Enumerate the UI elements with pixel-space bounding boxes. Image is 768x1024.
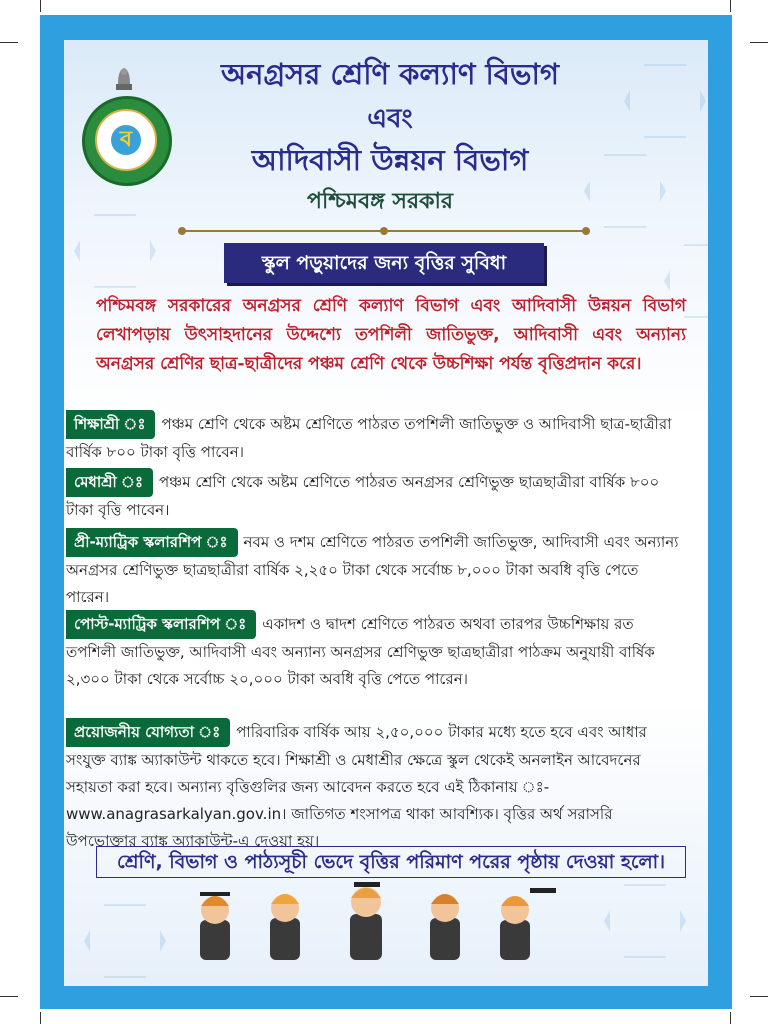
crop-mark [40, 0, 41, 12]
section-medhashree [66, 468, 684, 524]
logo-letter: ব [111, 125, 141, 155]
child-figure [200, 892, 230, 960]
footer-note: শ্রেণি, বিভাগ ও পাঠ্যসূচী ভেদে বৃত্তির পরিমাণ পরের পৃষ্ঠায় দেওয়া হলো। [96, 846, 686, 878]
crop-mark [40, 1012, 41, 1024]
title-line-2: এবং [367, 104, 413, 134]
child-figure [350, 882, 382, 960]
scholarship-banner: স্কুল পড়ুয়াদের জন্য বৃত্তির সুবিধা [224, 243, 544, 283]
child-figure [500, 888, 556, 960]
ashoka-emblem-icon [112, 64, 136, 92]
section-label: প্রয়োজনীয় যোগ্যতা ঃ [66, 718, 230, 747]
hexagon-decoration [74, 210, 156, 292]
intro-paragraph: পশ্চিমবঙ্গ সরকারের অনগ্রসর শ্রেণি কল্যাণ বিভাগ এবং আদিবাসী উন্নয়ন বিভাগ লেখাপড়ায় উৎসাহদানের উদ্দেশ্যে তপশিলী জাতিভুক্ত, আদিবাসী এবং অন্যান্য অনগ্রসর শ্রেণির ছাত্র-ছাত্রীদের পঞ্চম শ্রেণি থেকে উচ্চশিক্ষা পর্যন্ত বৃত্তিপ্রদান করে। [96, 296, 686, 374]
section-text: একাদশ ও দ্বাদশ শ্রেণিতে পাঠরত অথবা তারপর উচ্চশিক্ষায় রত তপশিলী জাতিভুক্ত, আদিবাসী এবং অন্যান্য অনগ্রসর শ্রেণিভুক্ত ছাত্রছাত্রীরা পাঠক্রম অনুযায়ী বার্ষিক ২,৩০০ টাকা থেকে সর্বোচ্চ ২০,০০০ টাকা অবধি বৃত্তি পেতে পারেন। [66, 615, 655, 688]
crop-mark [750, 996, 768, 997]
child-figure [430, 894, 460, 960]
section-shikshashree [66, 410, 684, 466]
section-label: প্রী-ম্যাট্রিক স্কলারশিপ ঃ [66, 528, 238, 557]
crop-mark [730, 0, 731, 12]
crop-mark [730, 1012, 731, 1024]
crop-mark [750, 42, 768, 43]
section-pre-matric [66, 528, 684, 611]
section-post-matric [66, 610, 684, 693]
child-figure [270, 894, 300, 960]
section-text: নবম ও দশম শ্রেণিতে পাঠরত তপশিলী জাতিভুক্ত, আদিবাসী এবং অন্যান্য অনগ্রসর শ্রেণিভুক্ত ছাত্রছাত্রীরা বার্ষিক ২,২৫০ টাকা থেকে সর্বোচ্চ ৮,০০০ টাকা অবধি বৃত্তি পেতে পারেন। [66, 533, 679, 606]
section-text: পঞ্চম শ্রেণি থেকে অষ্টম শ্রেণিতে পাঠরত তপশিলী জাতিভুক্ত ও আদিবাসী ছাত্র-ছাত্রীরা বার্ষিক ৮০০ টাকা বৃত্তি পাবেন। [66, 415, 672, 461]
section-text: পারিবারিক বার্ষিক আয় ২,৫০,০০০ টাকার মধ্যে হতে হবে এবং আধার সংযুক্ত ব্যাঙ্ক অ্যাকাউন্ট থাকতে হবে। শিক্ষাশ্রী ও মেধাশ্রীর ক্ষেত্রে স্কুল থেকেই অনলাইন আবেদনের সহায়তা করা হবে। অন্যান্য বৃত্তিগুলির জন্য আবেদন করতে হবে এই ঠিকানায় ঃ- www.anagrasarkalyan.gov.in। জাতিগত শংসাপত্র থাকা আবশ্যিক। বৃত্তির অর্থ সরাসরি উপভোক্তার ব্যাঙ্ক অ্যাকাউন্ট-এ দেওয়া হয়। [66, 723, 647, 850]
crop-mark [0, 42, 18, 43]
logo-ring [95, 109, 157, 171]
subtitle: পশ্চিমবঙ্গ সরকার [307, 189, 453, 214]
title-line-3: আদিবাসী উন্নয়ন বিভাগ [251, 143, 529, 177]
hexagon-decoration [84, 900, 166, 982]
ornament-divider [174, 226, 594, 236]
title-line-1: অনগ্রসর শ্রেণি কল্যাণ বিভাগ [221, 57, 559, 91]
hexagon-decoration [604, 880, 686, 962]
hexagon-decoration [624, 60, 706, 142]
section-label: শিক্ষাশ্রী ঃ [66, 410, 155, 439]
graduating-children-illustration [190, 880, 570, 970]
crop-mark [0, 996, 18, 997]
section-label: পোস্ট-ম্যাট্রিক স্কলারশিপ ঃ [66, 610, 256, 639]
section-text: পঞ্চম শ্রেণি থেকে অষ্টম শ্রেণিতে পাঠরত অনগ্রসর শ্রেণিভুক্ত ছাত্রছাত্রীরা বার্ষিক ৮০০ টাকা বৃত্তি পাবেন। [66, 473, 660, 519]
section-label: মেধাশ্রী ঃ [66, 468, 153, 497]
section-eligibility [66, 718, 684, 855]
